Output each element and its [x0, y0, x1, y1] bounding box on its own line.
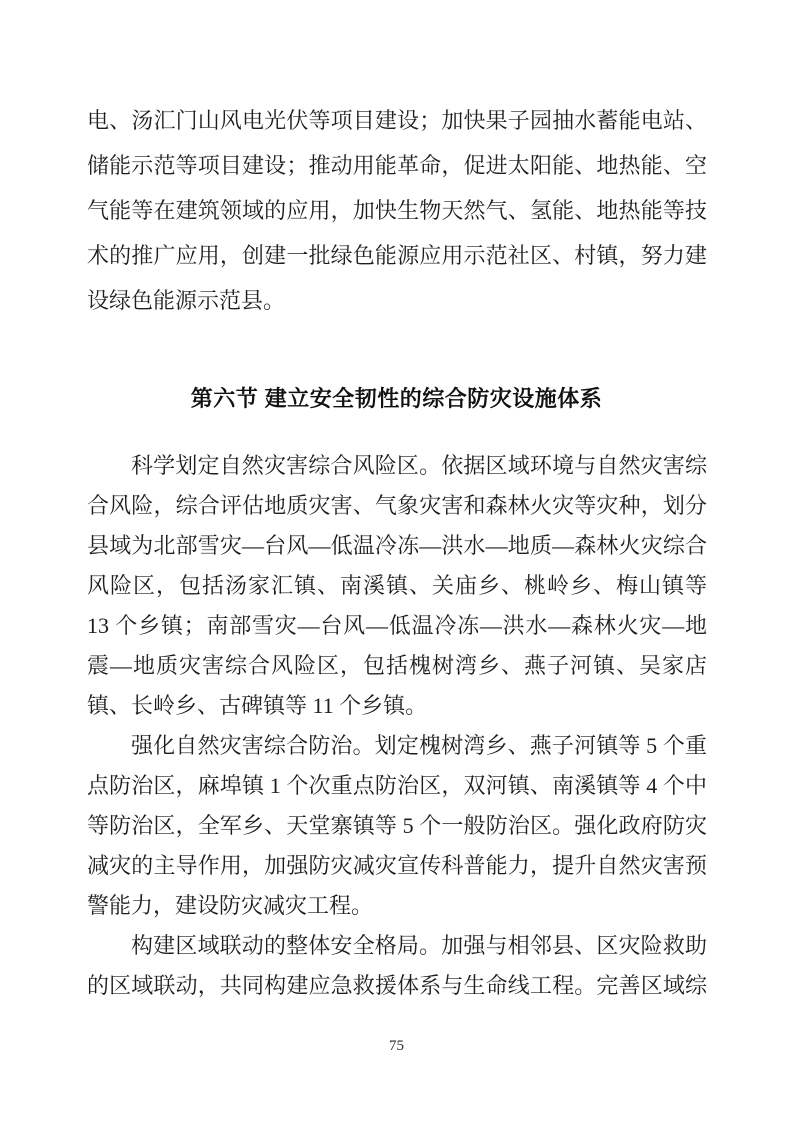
body-text-line: 电、汤汇门山风电光伏等项目建设；加快果子园抽水蓄能电站、: [87, 108, 707, 133]
body-text-line: 术的推广应用，创建一批绿色能源应用示范社区、村镇，努力建: [87, 243, 707, 268]
paragraph-disaster-prevention: [87, 726, 707, 926]
body-text-line: 科学划定自然灾害综合风险区。依据区域环境与自然灾害综: [131, 453, 707, 478]
body-text-line: 减灾的主导作用，加强防灾减灾宣传科普能力，提升自然灾害预: [87, 853, 707, 878]
body-text-line: 的区域联动，共同构建应急救援体系与生命线工程。完善区域综: [87, 973, 707, 998]
body-text-line: 点防治区，麻埠镇 1 个次重点防治区，双河镇、南溪镇等 4 个中: [87, 773, 707, 798]
body-text-line: 强化自然灾害综合防治。划定槐树湾乡、燕子河镇等 5 个重: [131, 733, 707, 758]
body-text-line: 风险区，包括汤家汇镇、南溪镇、关庙乡、桃岭乡、梅山镇等: [87, 573, 707, 598]
body-text-line: 镇、长岭乡、古碑镇等 11 个乡镇。: [87, 693, 428, 718]
body-text-line: 等防治区，全军乡、天堂寨镇等 5 个一般防治区。强化政府防灾: [87, 813, 707, 838]
body-text-line: 震—地质灾害综合风险区，包括槐树湾乡、燕子河镇、吴家店: [87, 653, 707, 678]
section-heading: 第六节 建立安全韧性的综合防灾设施体系: [190, 386, 603, 411]
paragraph-regional-linkage: [87, 926, 707, 1006]
body-text-line: 构建区域联动的整体安全格局。加强与相邻县、区灾险救助: [131, 933, 707, 958]
paragraph-risk-zones: [87, 446, 707, 726]
body-text-line: 合风险，综合评估地质灾害、气象灾害和森林火灾等灾种，划分: [87, 493, 707, 518]
body-text-line: 警能力，建设防灾减灾工程。: [87, 893, 374, 918]
body-text-line: 县域为北部雪灾—台风—低温冷冻—洪水—地质—森林火灾综合: [87, 533, 707, 558]
page-number: 75: [389, 1038, 404, 1054]
body-text-line: 气能等在建筑领域的应用，加快生物天然气、氢能、地热能等技: [87, 198, 707, 223]
body-text-line: 储能示范等项目建设；推动用能革命，促进太阳能、地热能、空: [87, 153, 707, 178]
paragraph-energy-continuation: [87, 98, 707, 323]
body-text-line: 设绿色能源示范县。: [87, 288, 286, 313]
body-text-line: 13 个乡镇；南部雪灾—台风—低温冷冻—洪水—森林火灾—地: [87, 613, 707, 638]
